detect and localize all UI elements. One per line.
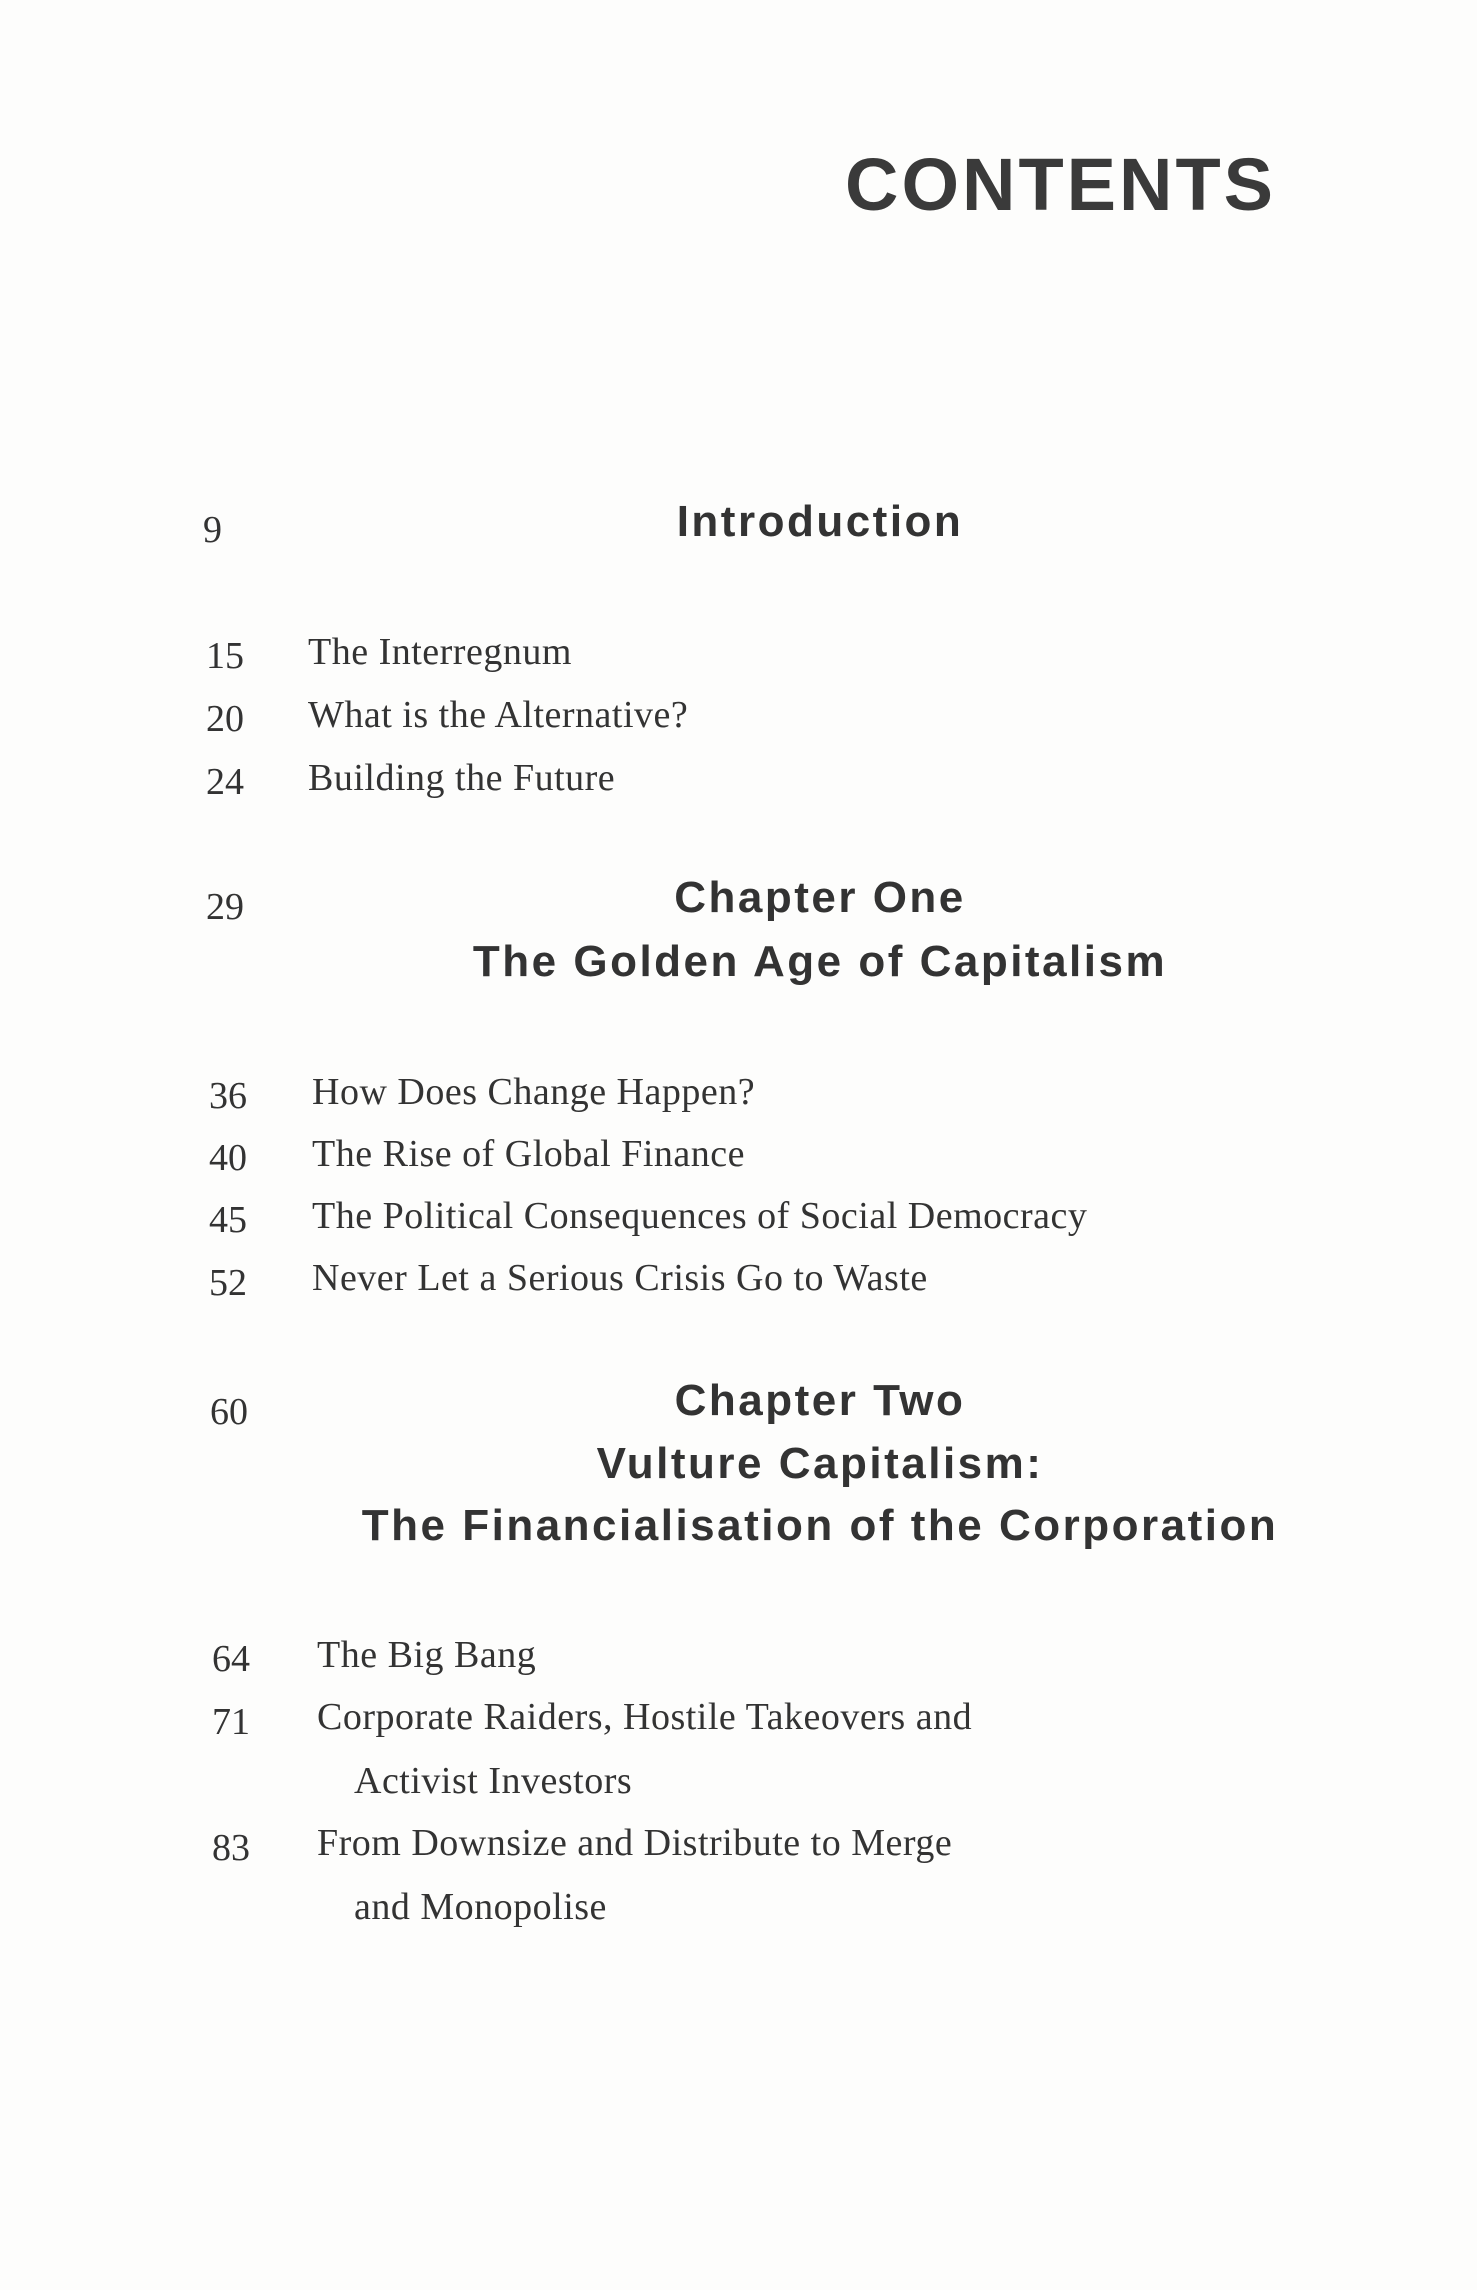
- entry-title: What is the Alternative?: [308, 694, 689, 736]
- entry-page-number: 71: [212, 1701, 250, 1743]
- entry-page-number: 45: [209, 1199, 247, 1241]
- entry-page-number: 36: [209, 1075, 247, 1117]
- heading-page-number: 9: [203, 509, 222, 551]
- entry-page-number: 15: [206, 635, 244, 677]
- page-title: CONTENTS: [845, 143, 1276, 226]
- entry-title: The Interregnum: [308, 631, 572, 673]
- entry-page-number: 20: [206, 698, 244, 740]
- heading-page-number: 60: [210, 1391, 248, 1433]
- entry-title: How Does Change Happen?: [312, 1071, 756, 1113]
- entry-page-number: 83: [212, 1827, 250, 1869]
- entry-title: The Big Bang: [317, 1634, 537, 1676]
- section-heading: The Financialisation of the Corporation: [361, 1501, 1279, 1550]
- section-heading: The Golden Age of Capitalism: [472, 937, 1168, 986]
- entry-page-number: 52: [209, 1262, 247, 1304]
- entry-page-number: 24: [206, 761, 244, 803]
- entry-title: Never Let a Serious Crisis Go to Waste: [312, 1257, 928, 1299]
- section-heading: Vulture Capitalism:: [596, 1439, 1044, 1488]
- entry-page-number: 40: [209, 1137, 247, 1179]
- entry-title: The Rise of Global Finance: [312, 1133, 746, 1175]
- entry-title: The Political Consequences of Social Democracy: [312, 1195, 1088, 1237]
- section-heading: Chapter Two: [674, 1376, 966, 1425]
- section-heading: Introduction: [676, 497, 964, 546]
- entry-title: Corporate Raiders, Hostile Takeovers and: [317, 1696, 973, 1738]
- entry-title: From Downsize and Distribute to Merge: [317, 1822, 953, 1864]
- heading-page-number: 29: [206, 886, 244, 928]
- entry-title-continuation: and Monopolise: [354, 1886, 607, 1928]
- section-heading: Chapter One: [674, 873, 966, 922]
- entry-title-continuation: Activist Investors: [354, 1760, 633, 1802]
- entry-title: Building the Future: [308, 757, 616, 799]
- entry-page-number: 64: [212, 1638, 250, 1680]
